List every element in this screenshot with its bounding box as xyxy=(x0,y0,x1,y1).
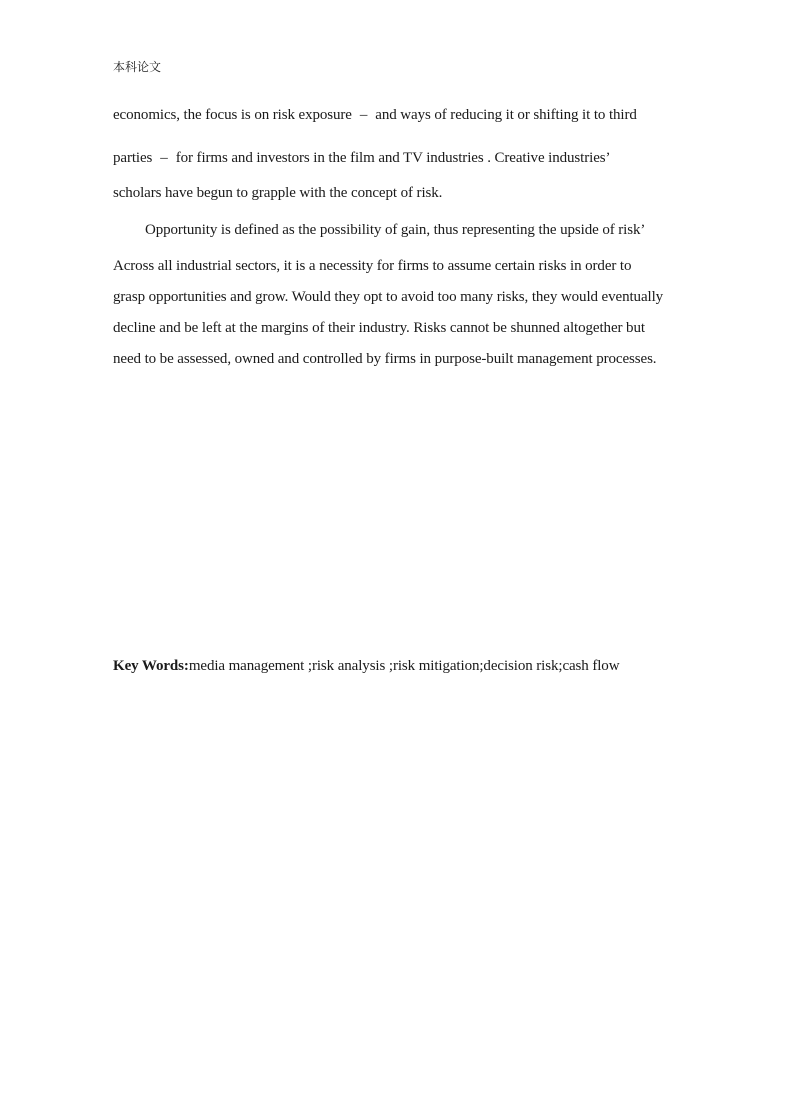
paragraph-line: scholars have begun to grapple with the concept of risk. xyxy=(113,185,443,201)
dash-symbol: – xyxy=(359,107,368,123)
paragraph-line xyxy=(113,107,637,124)
text-segment: for firms and investors in the film and TV industries . Creative industries’ xyxy=(175,150,611,166)
paragraph-line: grasp opportunities and grow. Would they opt to avoid too many risks, they would eventually xyxy=(113,289,664,305)
text-segment: and ways of reducing it or shifting it to third xyxy=(375,107,637,123)
text-segment: parties xyxy=(113,150,153,166)
paragraph-line: Across all industrial sectors, it is a necessity for firms to assume certain risks in order to xyxy=(113,258,632,274)
keywords-value: media management ;risk analysis ;risk mitigation;decision risk;cash flow xyxy=(188,658,620,674)
paragraph-first-line: Opportunity is defined as the possibility of gain, thus representing the upside of risk’ xyxy=(145,222,646,238)
dash-symbol: – xyxy=(160,150,168,166)
paragraph-line xyxy=(113,150,610,167)
keywords-line xyxy=(113,658,619,675)
page-header: 本科论文 xyxy=(113,60,162,74)
paragraph-line: need to be assessed, owned and controlled by firms in purpose-built management processes. xyxy=(113,351,657,367)
text-segment: economics, the focus is on risk exposure xyxy=(113,107,352,123)
paragraph-line: decline and be left at the margins of their industry. Risks cannot be shunned altogether but xyxy=(113,320,645,336)
keywords-label: Key Words: xyxy=(113,658,189,674)
